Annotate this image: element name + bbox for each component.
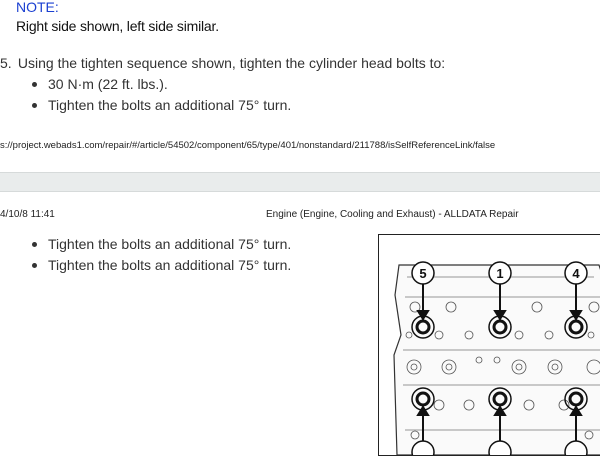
note-label: NOTE:	[16, 0, 59, 15]
bullet-list-top	[30, 74, 291, 116]
cylinder-head-figure	[378, 234, 600, 456]
callout-label: 4	[572, 266, 580, 281]
callout-label: 5	[419, 266, 427, 281]
page-url[interactable]: s://project.webads1.com/repair/#/article/54502/component/65/type/401/nonstandard/211788/isSelfReferenceLink/false	[0, 141, 496, 151]
bullet-list-bottom	[30, 234, 291, 276]
note-text: Right side shown, left side similar.	[16, 18, 219, 34]
step-text: Using the tighten sequence shown, tighten the cylinder head bolts to:	[17, 55, 446, 71]
step-5	[0, 55, 445, 71]
list-item: 30 N·m (22 ft. lbs.).	[30, 74, 291, 95]
callout-label: 1	[496, 266, 504, 281]
head-outline	[394, 265, 600, 455]
step-number: 5.	[0, 55, 12, 71]
list-item: Tighten the bolts an additional 75° turn.	[30, 234, 291, 255]
page-header-date: 4/10/8 11:41	[0, 209, 55, 220]
page-header-title: Engine (Engine, Cooling and Exhaust) - ALLDATA Repair	[266, 209, 519, 220]
list-item: Tighten the bolts an additional 75° turn.	[30, 95, 291, 116]
page-break	[0, 172, 600, 192]
cylinder-head-diagram	[379, 235, 600, 455]
list-item: Tighten the bolts an additional 75° turn.	[30, 255, 291, 276]
